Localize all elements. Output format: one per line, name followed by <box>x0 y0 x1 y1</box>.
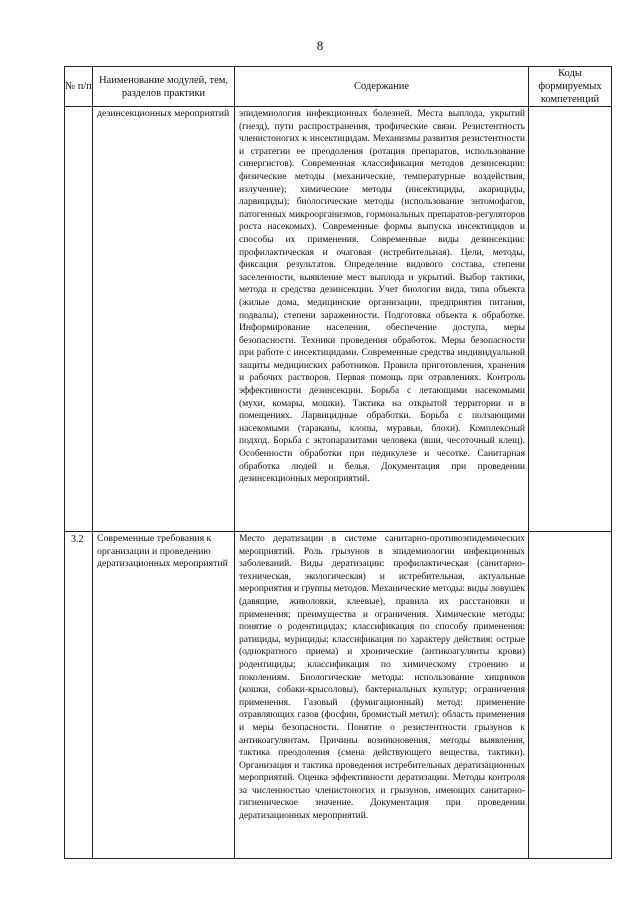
header-name: Наименование модулей, тем, разделов практики <box>93 67 235 107</box>
row-content: эпидемиология инфекционных болезней. Места выплода, укрытий (гнезд), пути распространения, трофические связи. Резистентность членистоногих к инсектицидам. Механизмы развития резистентности и стратегии ее преодоления (ротация препаратов, использование синергистов). Современная классификация методов дезинсекции: физические методы (механические, температурные воздействия, излучение); химические методы (инсектициды, акарициды, ларвициды); биологические методы (использование энтомофагов, патогенных микроорганизмов, гормональных препаратов-регуляторов роста насекомых). Современные формы выпуска инсектицидов и способы их применения. Современные виды дезинсекции: профилактическая и очаговая (истребительная). Цели, методы, фиксация результатов. Определение видового состава, степени заселенности, выявление мест выплода и укрытий. Выбор тактики, метода и средства дезинсекции. Учет биологии вида, типа объекта (жилые дома, медицинские организации, предприятия питания, подвалы), степени зараженности. Подготовка объекта к обработке. Информирование населения, обеспечение доступа, меры безопасности. Техники проведения обработок. Меры безопасности при работе с инсектицидами. Современные средства индивидуальной защиты медицинских работников. Правила приготовления, хранения и рабочих растворов. Первая помощь при отравлениях. Контроль эффективности дезинсекции. Борьба с летающими насекомыми (мухи, комары, мошки). Тактика на открытой территории и в помещениях. Ларвицидные обработки. Борьба с ползающими насекомыми (тараканы, клопы, муравьи, блохи). Комплексный подход. Борьба с эктопаразитами человека (вши, чесоточный клещ). Особенности обработки при педикулезе и чесотке. Санитарная обработка людей и белья. Документация при проведении дезинсекционных мероприятий. <box>235 107 529 532</box>
row-title: Современные требования к организации и проведению дератизационных мероприятий <box>93 532 235 859</box>
header-codes: Коды формируемых компетенций <box>529 67 612 107</box>
header-content: Содержание <box>235 67 529 107</box>
table-row <box>65 532 612 859</box>
table-row <box>65 107 612 532</box>
table-header-row <box>65 67 612 107</box>
row-content: Место дератизации в системе санитарно-противоэпидемических мероприятий. Роль грызунов в эпидемиологии инфекционных заболеваний. Виды дератизации: профилактическая (санитарно-техническая, экологическая) и истребительная, актуальные мероприятия и группы методов. Механические методы: виды ловушек (давящие, живоловки, клеевые), правила их расстановки и применения; преимущества и ограничения. Химические методы: понятие о родентицидах; классификация по способу применения: ратициды, мурициды; классификация по характеру действия: острые (однократного приема) и хронические (антикоагулянты крови) родентициды; классификация по химическому строению и поколениям. Биологические методы: использование хищников (кошки, собаки-крысоловы), бактериальных культур; ограничения применения. Газовый (фумигационный) метод: применение отравляющих газов (фосфин, бромистый метил); область применения и меры безопасности. Понятие о резистентности грызунов к антикоагулянтам. Причины возникновения, методы выявления, тактика преодоления (смена действующего вещества, тактики). Организация и тактика проведения истребительных дератизационных мероприятий. Оценка эффективности дератизации. Методы контроля за численностью членистоногих и грызунов, имеющих санитарно-гигиеническое значение. Документация при проведении дератизационных мероприятий. <box>235 532 529 859</box>
row-codes <box>529 532 612 859</box>
header-num: № п/п <box>65 67 93 107</box>
page-number: 8 <box>316 38 324 53</box>
curriculum-table <box>64 66 612 859</box>
row-title: дезинсекционных мероприятий <box>93 107 235 532</box>
row-number <box>65 107 93 532</box>
row-codes <box>529 107 612 532</box>
row-number: 3.2 <box>65 532 93 859</box>
